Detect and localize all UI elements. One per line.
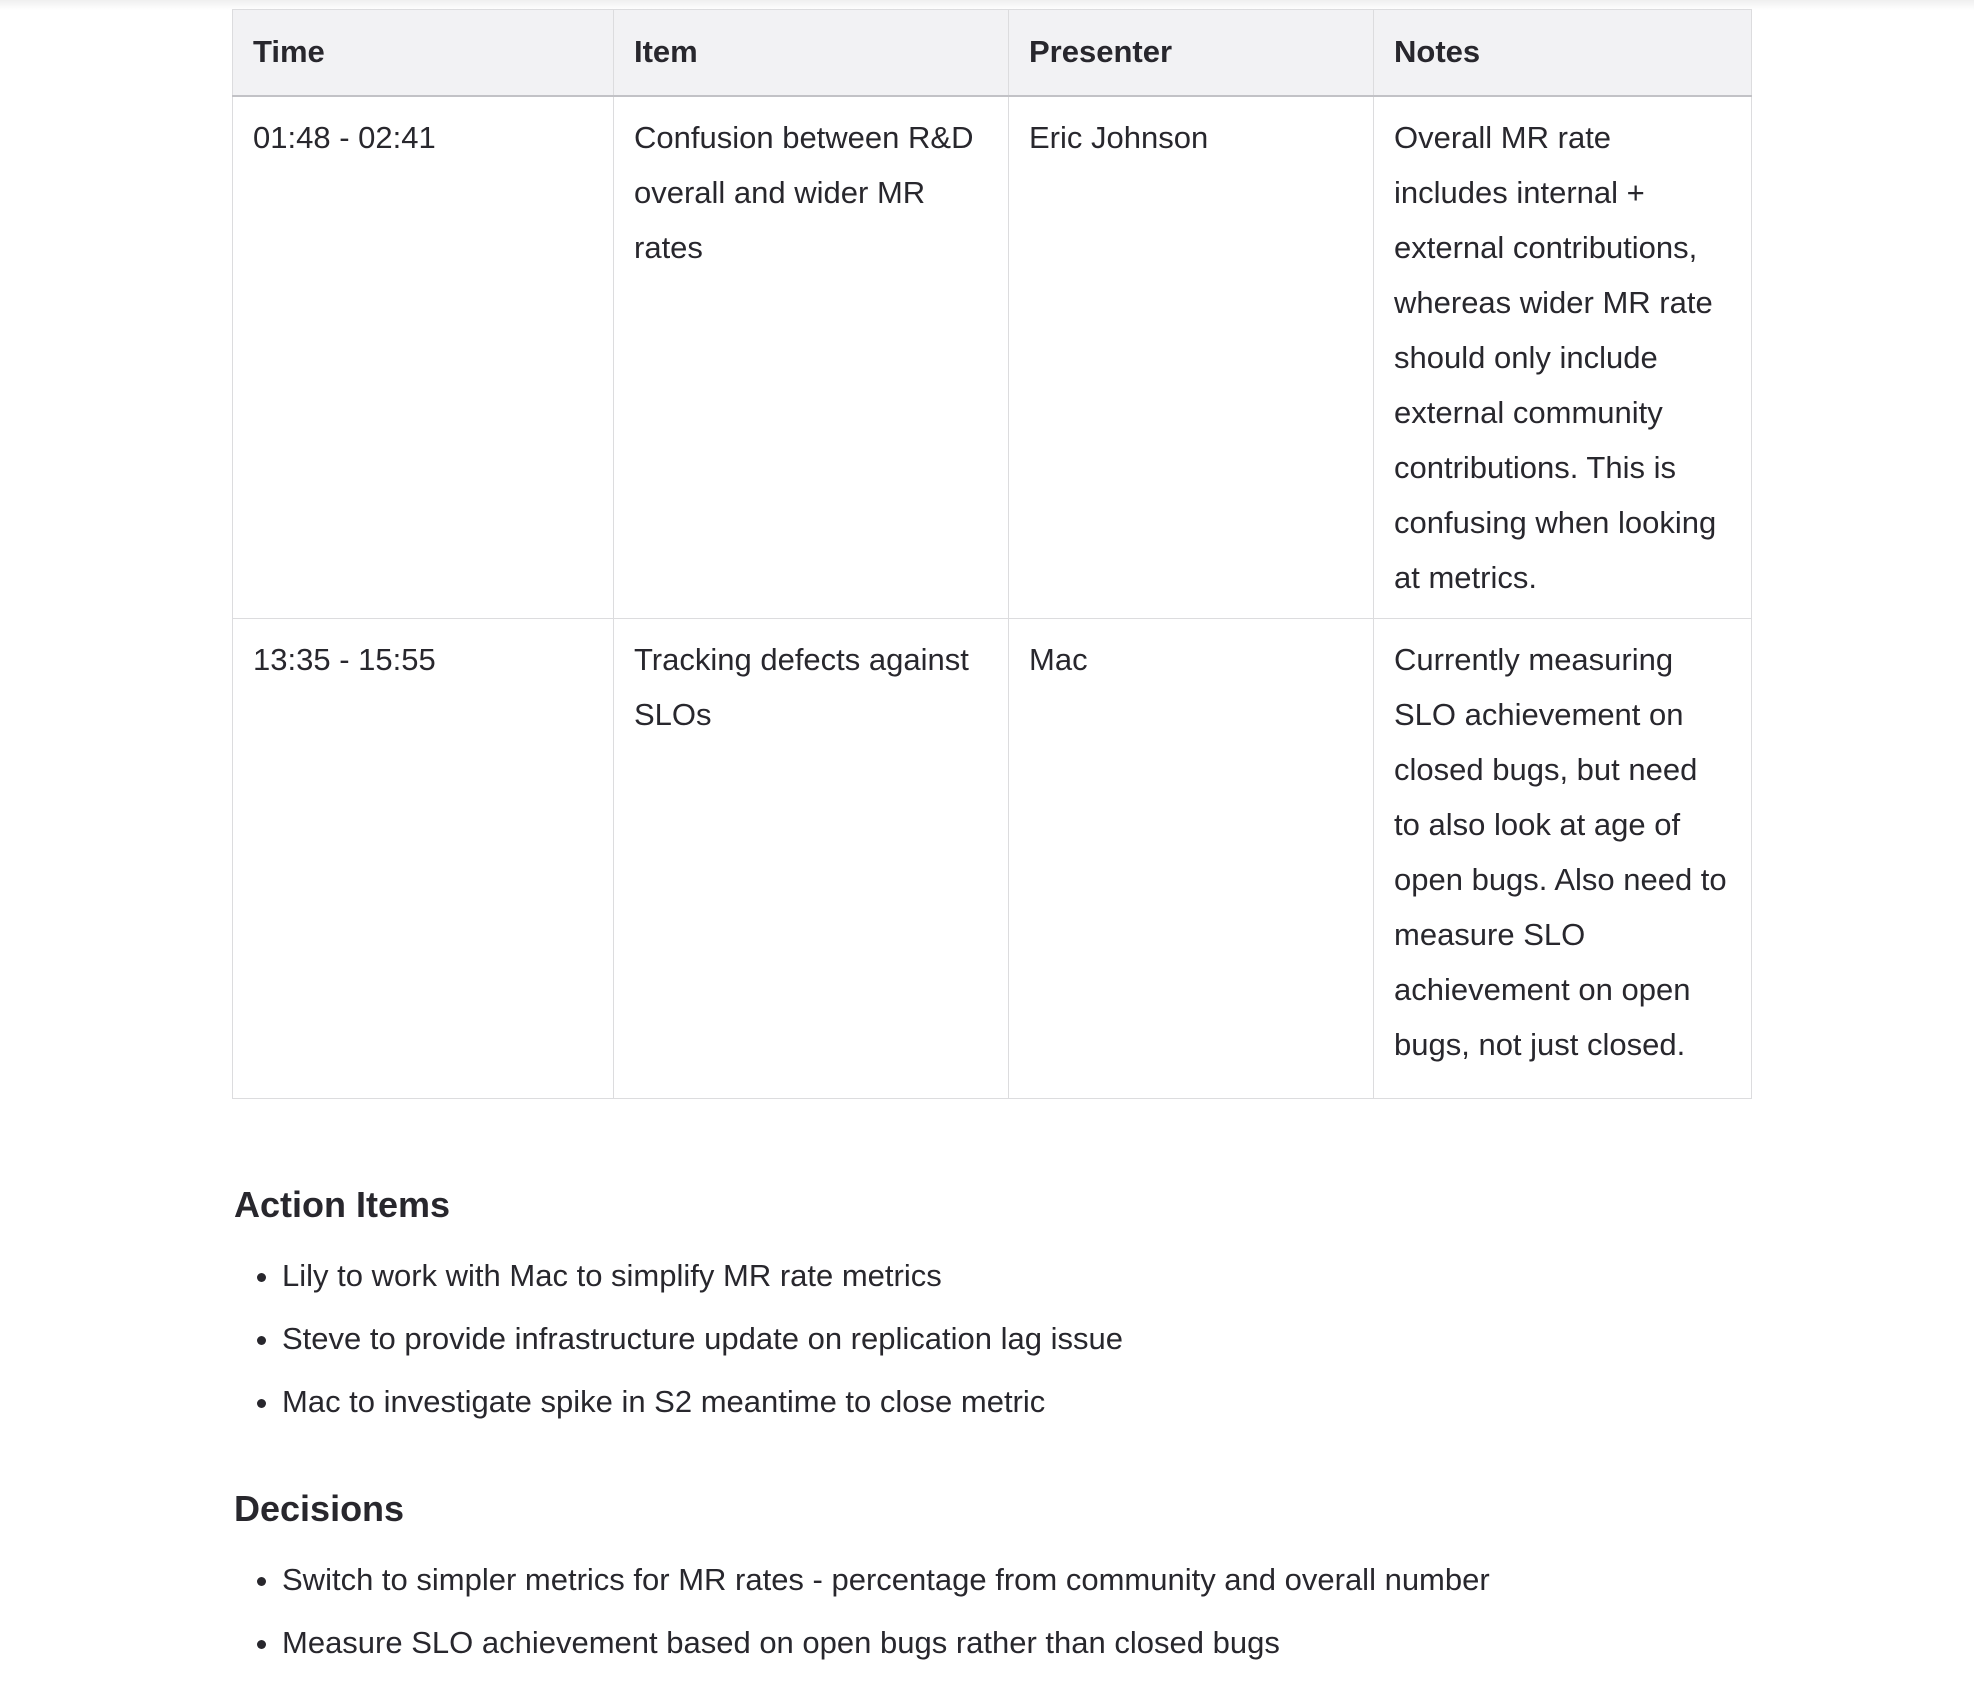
list-item: • Mac to investigate spike in S2 meantime to close metric <box>282 1379 1751 1425</box>
list-item: • Switch to simpler metrics for MR rates - percentage from community and overall number <box>282 1557 1751 1603</box>
table-body <box>233 96 1752 1099</box>
agenda-table-wrapper <box>232 9 1751 1121</box>
column-header-notes: Notes <box>1374 10 1752 96</box>
action-items-list <box>232 1253 1751 1425</box>
decisions-heading: Decisions <box>234 1487 405 1529</box>
list-item: • Measure SLO achievement based on open bugs rather than closed bugs <box>282 1620 1751 1666</box>
cell-item: Tracking defects against SLOs <box>614 618 1009 1098</box>
column-header-time: Time <box>233 10 614 96</box>
cell-notes: Currently measuring SLO achievement on closed bugs, but need to also look at age of open bugs. Also need to measure SLO achievement on open bugs, not just closed. <box>1374 618 1752 1098</box>
cell-presenter: Mac <box>1009 618 1374 1098</box>
cell-notes: Overall MR rate includes internal + external contributions, whereas wider MR rate should only include external community contributions. This is confusing when looking at metrics. <box>1374 96 1752 619</box>
cell-item: Confusion between R&D overall and wider MR rates <box>614 96 1009 619</box>
list-item: • Lily to work with Mac to simplify MR rate metrics <box>282 1253 1751 1299</box>
action-items-heading: Action Items <box>234 1183 451 1225</box>
cell-time: 13:35 - 15:55 <box>233 618 614 1098</box>
cell-time: 01:48 - 02:41 <box>233 96 614 619</box>
table-header <box>233 10 1752 96</box>
list-item: • Steve to provide infrastructure update on replication lag issue <box>282 1316 1751 1362</box>
meeting-notes-document <box>232 9 1751 1683</box>
decisions-list <box>232 1557 1751 1666</box>
column-header-presenter: Presenter <box>1009 10 1374 96</box>
table-row <box>233 618 1752 1098</box>
table-header-row <box>233 10 1752 96</box>
column-header-item: Item <box>614 10 1009 96</box>
cell-presenter: Eric Johnson <box>1009 96 1374 619</box>
meeting-agenda-table <box>232 9 1752 1099</box>
table-row <box>233 96 1752 619</box>
